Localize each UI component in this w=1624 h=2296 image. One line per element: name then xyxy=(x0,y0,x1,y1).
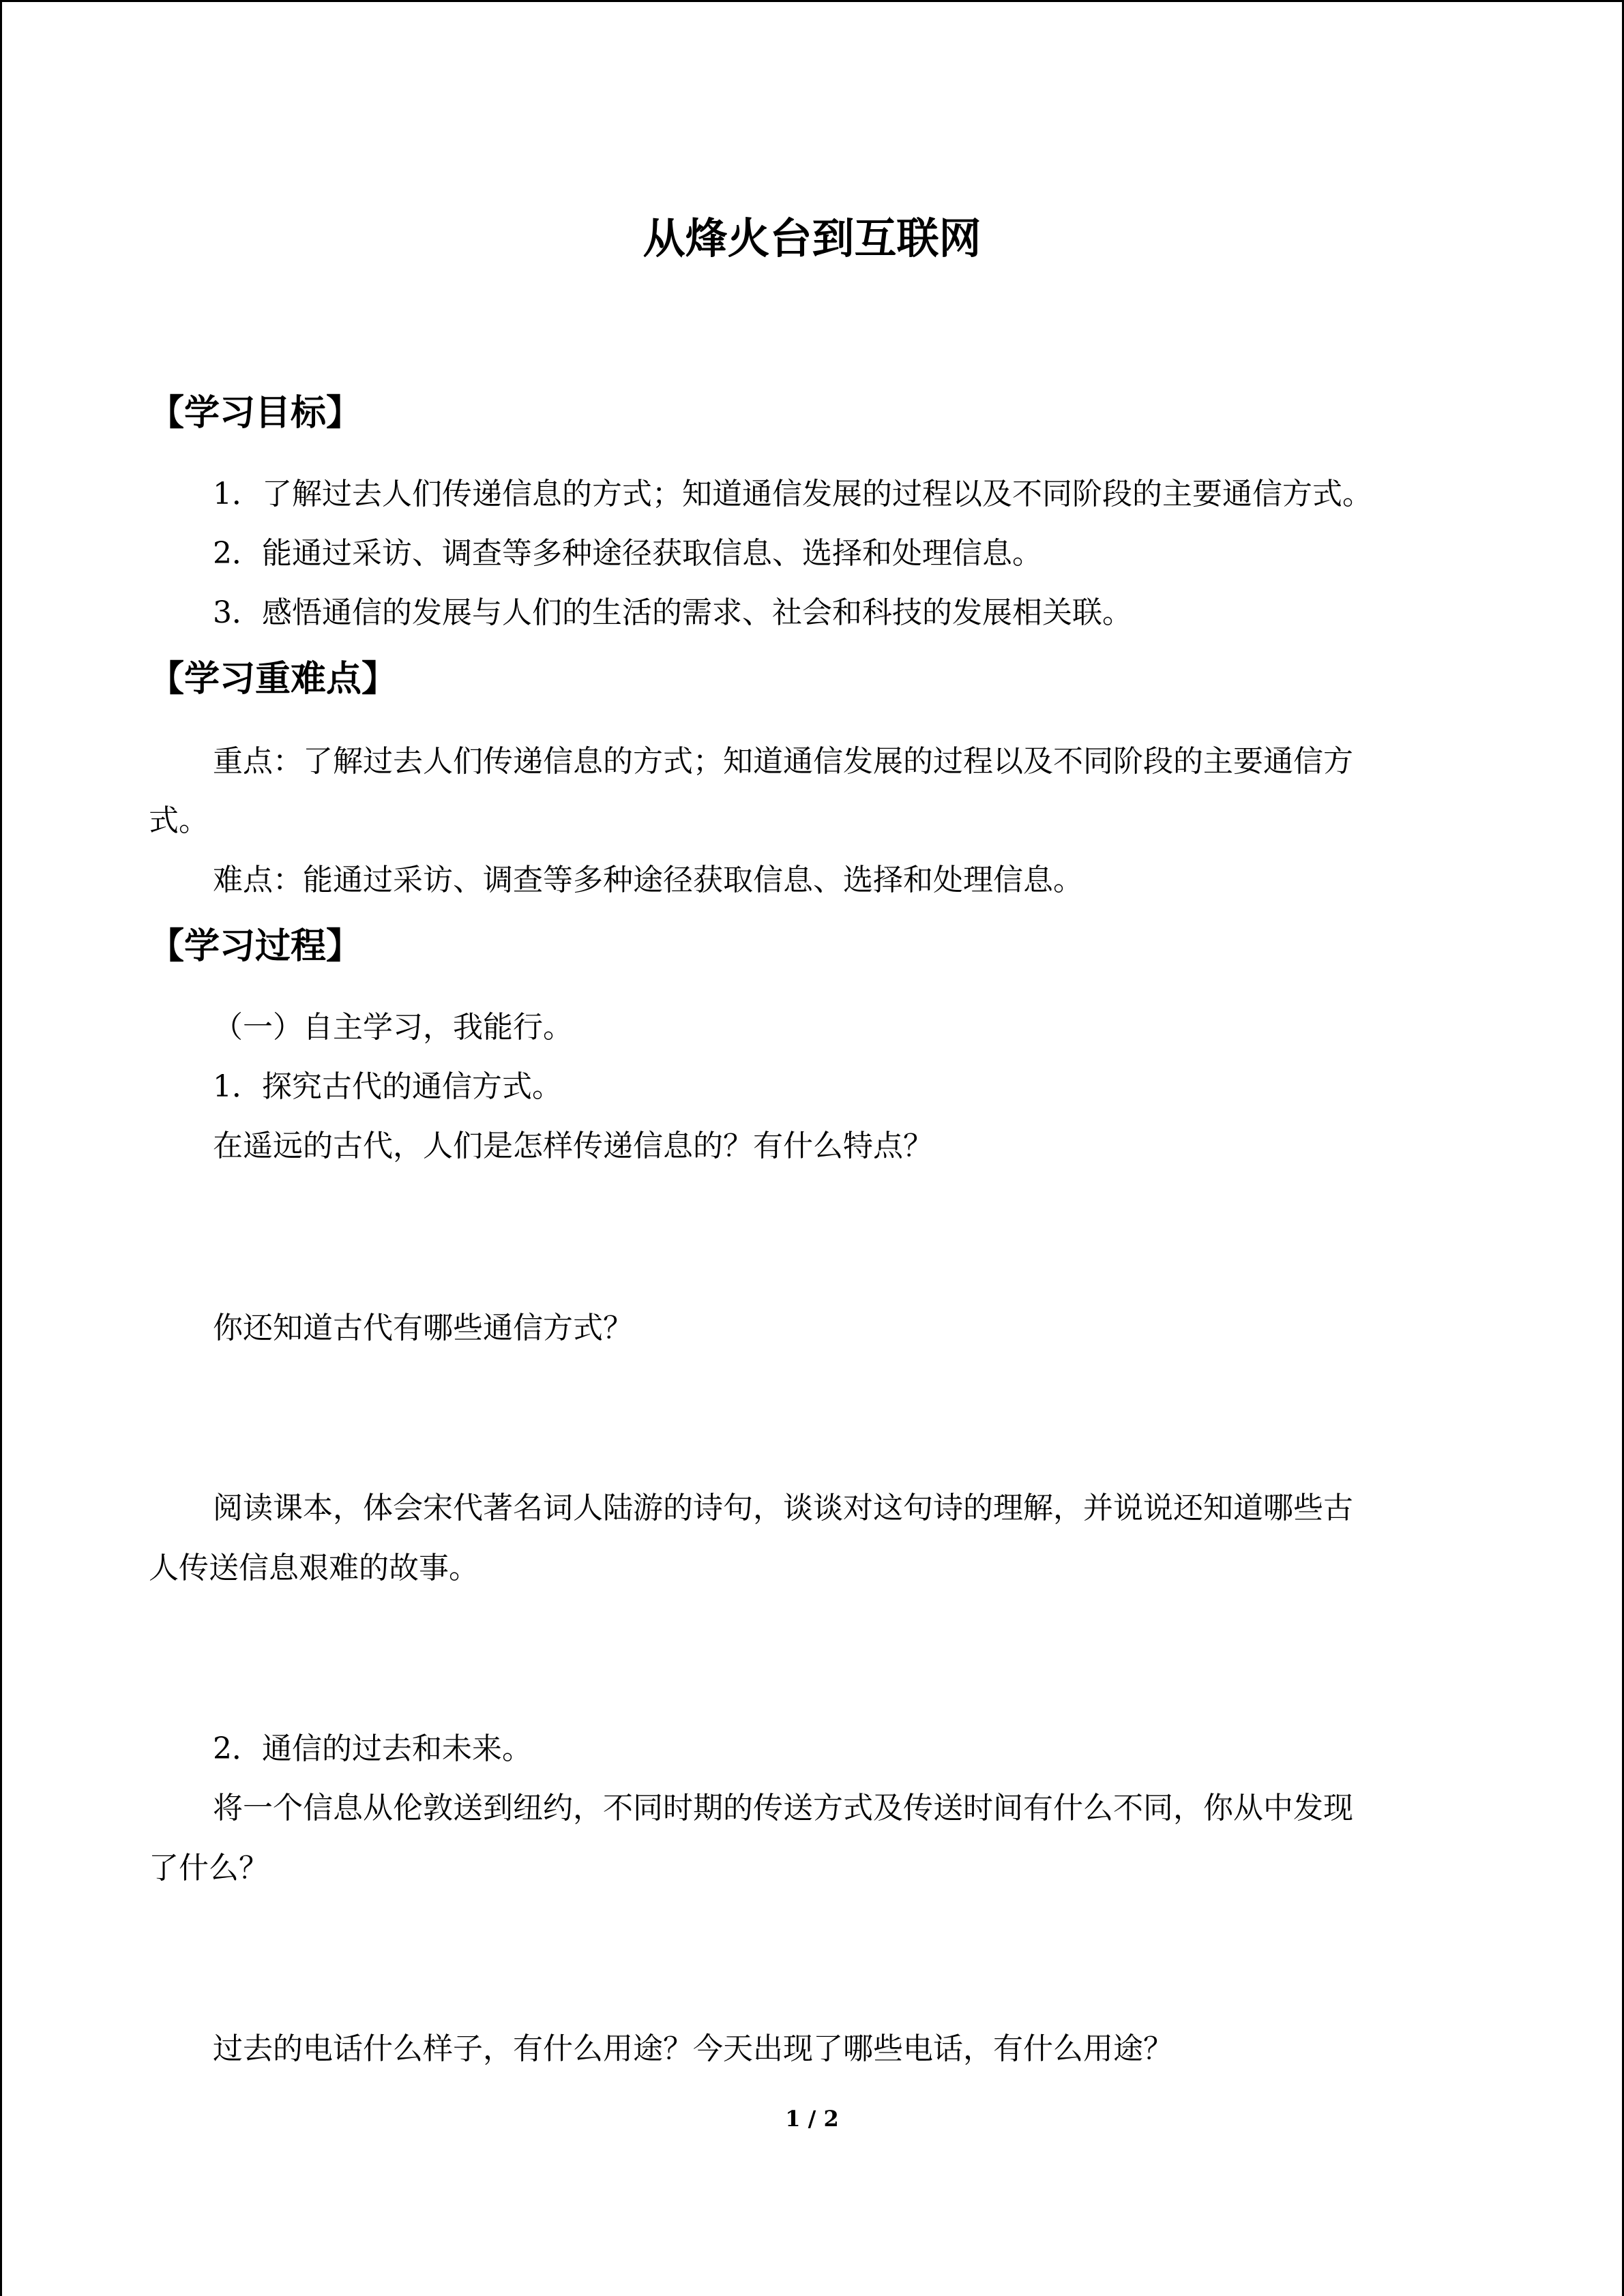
question-3-line-1: 阅读课本，体会宋代著名词人陆游的诗句，谈谈对这句诗的理解，并说说还知道哪些古 xyxy=(213,1491,1353,1525)
document-title: 从烽火台到互联网 xyxy=(643,213,981,263)
page-number: 1 / 2 xyxy=(785,2106,839,2132)
task-2-title: 2．通信的过去和未来。 xyxy=(213,1731,532,1766)
process-part-1: （一）自主学习，我能行。 xyxy=(213,1010,573,1045)
goal-item-1: 1．了解过去人们传递信息的方式；知道通信发展的过程以及不同阶段的主要通信方式。 xyxy=(213,477,1372,511)
section-heading-process: 【学习过程】 xyxy=(149,926,362,967)
section-heading-difficulties: 【学习重难点】 xyxy=(149,659,398,700)
difficult-point: 难点：能通过采访、调查等多种途径获取信息、选择和处理信息。 xyxy=(213,863,1083,897)
question-2: 你还知道古代有哪些通信方式？ xyxy=(213,1311,633,1345)
question-4-line-1: 将一个信息从伦敦送到纽约，不同时期的传送方式及传送时间有什么不同，你从中发现 xyxy=(213,1791,1353,1825)
question-1: 在遥远的古代，人们是怎样传递信息的？有什么特点？ xyxy=(213,1129,933,1163)
key-point-line-2: 式。 xyxy=(149,803,209,838)
question-3-line-2: 人传送信息艰难的故事。 xyxy=(149,1551,479,1585)
goal-item-2: 2．能通过采访、调查等多种途径获取信息、选择和处理信息。 xyxy=(213,536,1042,571)
goal-item-3: 3．感悟通信的发展与人们的生活的需求、社会和科技的发展相关联。 xyxy=(213,595,1132,630)
task-1-title: 1．探究古代的通信方式。 xyxy=(213,1069,562,1104)
key-point-line-1: 重点：了解过去人们传递信息的方式；知道通信发展的过程以及不同阶段的主要通信方 xyxy=(213,744,1353,779)
section-heading-goals: 【学习目标】 xyxy=(149,393,362,434)
question-4-line-2: 了什么？ xyxy=(149,1851,269,1885)
question-5: 过去的电话什么样子，有什么用途？今天出现了哪些电话，有什么用途？ xyxy=(213,2031,1173,2066)
